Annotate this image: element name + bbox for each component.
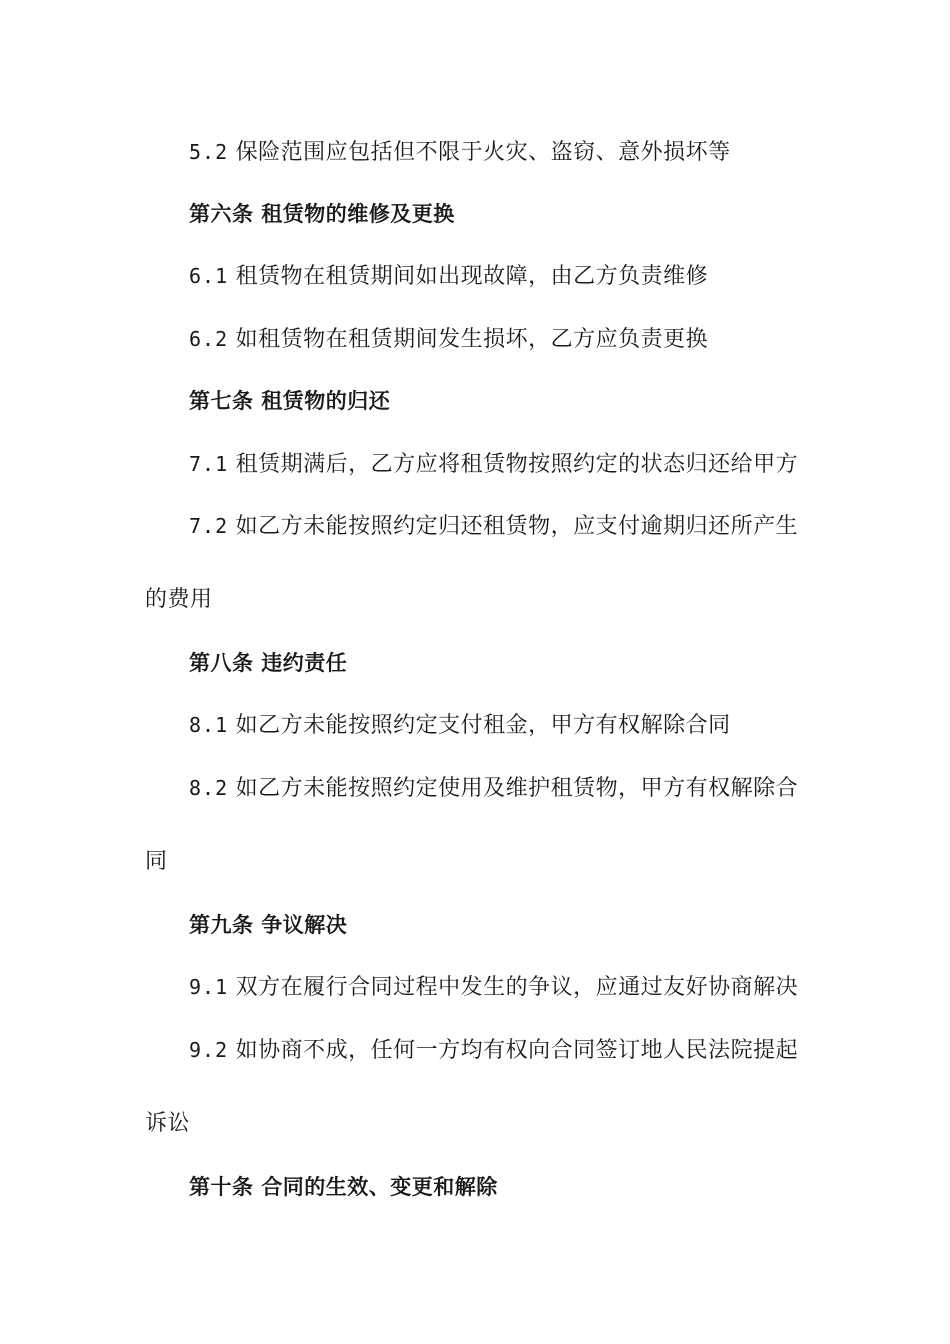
clause-6-2 <box>189 324 708 355</box>
clause-number: 6.2 <box>189 327 229 351</box>
clause-number: 7.2 <box>189 514 229 538</box>
clause-text: 租赁物在租赁期间如出现故障，由乙方负责维修 <box>235 264 709 289</box>
clause-text: 如乙方未能按照约定使用及维护租赁物，甲方有权解除合 <box>235 776 799 801</box>
clause-5-2 <box>189 137 731 168</box>
clause-6-1 <box>189 261 708 292</box>
clause-number: 9.2 <box>189 1038 229 1062</box>
clause-text: 保险范围应包括但不限于火灾、盗窃、意外损坏等 <box>235 140 731 165</box>
clause-text: 如租赁物在租赁期间发生损坏，乙方应负责更换 <box>235 327 709 352</box>
article-10-heading: 第十条 合同的生效、变更和解除 <box>189 1175 498 1199</box>
clause-number: 6.1 <box>189 264 229 288</box>
article-9-heading: 第九条 争议解决 <box>189 913 348 937</box>
clause-text: 如乙方未能按照约定归还租赁物，应支付逾期归还所产生 <box>235 514 799 539</box>
clause-text: 如协商不成，任何一方均有权向合同签订地人民法院提起 <box>235 1038 799 1063</box>
clause-7-2-continuation: 的费用 <box>145 587 213 612</box>
clause-number: 9.1 <box>189 975 229 999</box>
clause-8-2 <box>189 773 798 804</box>
article-8-heading: 第八条 违约责任 <box>189 651 348 675</box>
clause-9-2 <box>189 1035 798 1066</box>
clause-number: 8.2 <box>189 776 229 800</box>
clause-text: 双方在履行合同过程中发生的争议，应通过友好协商解决 <box>235 975 799 1000</box>
clause-8-2-continuation: 同 <box>145 849 168 874</box>
clause-text: 如乙方未能按照约定支付租金，甲方有权解除合同 <box>235 713 731 738</box>
article-6-heading: 第六条 租赁物的维修及更换 <box>189 202 455 226</box>
clause-7-1 <box>189 449 798 480</box>
clause-9-2-continuation: 诉讼 <box>145 1111 191 1136</box>
clause-7-2 <box>189 511 798 542</box>
article-7-heading: 第七条 租赁物的归还 <box>189 389 391 413</box>
clause-8-1 <box>189 710 731 741</box>
clause-number: 7.1 <box>189 452 229 476</box>
clause-number: 5.2 <box>189 140 229 164</box>
clause-number: 8.1 <box>189 713 229 737</box>
clause-text: 租赁期满后，乙方应将租赁物按照约定的状态归还给甲方 <box>235 452 799 477</box>
clause-9-1 <box>189 972 798 1003</box>
